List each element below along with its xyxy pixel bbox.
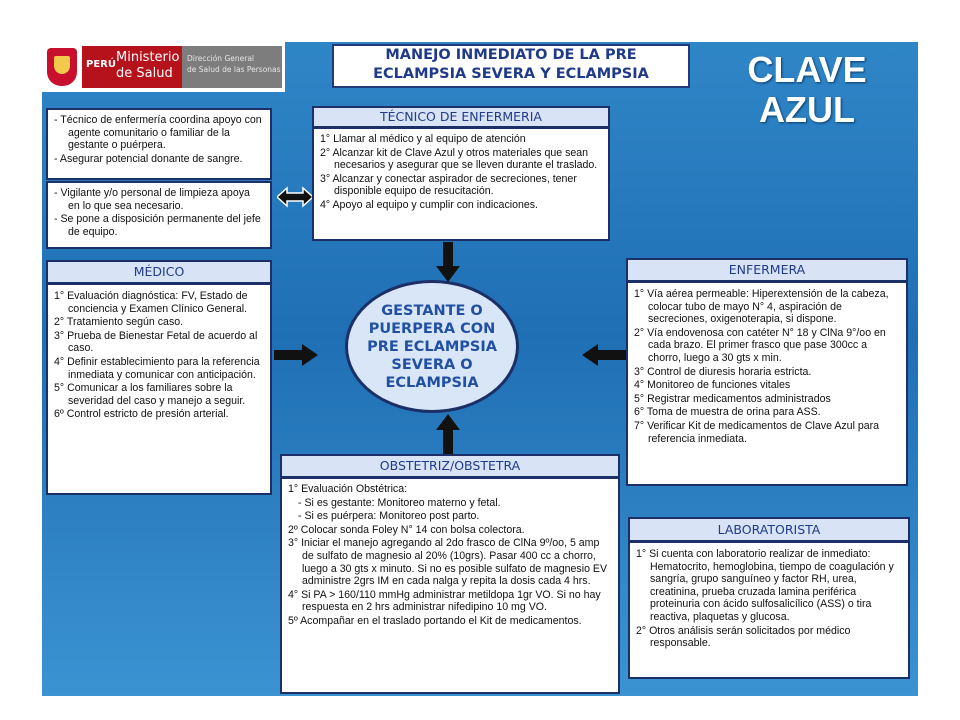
- enfermera-box: [626, 281, 908, 486]
- list-item: 7° Verificar Kit de medicamentos de Clave Azul para referencia inmediata.: [634, 419, 880, 445]
- center-line: ECLAMPSIA: [385, 374, 479, 391]
- medico-list: [54, 290, 264, 421]
- center-patient-node: [345, 280, 519, 413]
- list-item: 1° Si cuenta con laboratorio realizar de inmediato: Hematocrito, hemoglobina, tiempo de coagulación y sangría, grupo sanguíneo y factor RH, urea, creatinina, prueba cruzada lamina periférica proteinuria con ácido sulfosalicílico (ASS) o tira reactiva, plaquetas y glucosa.: [636, 548, 894, 623]
- ministerio-line-2: de Salud: [116, 66, 173, 81]
- obstetriz-title: OBSTETRIZ/OBSTETRA: [280, 454, 620, 478]
- obstetriz-list: [288, 483, 612, 628]
- arrow-up-icon: [436, 414, 460, 454]
- list-item: - Se pone a disposición permanente del jefe de equipo.: [54, 213, 261, 238]
- direccion-line-1: Dirección General: [187, 54, 255, 63]
- list-item: 1° Vía aérea permeable: Hiperextensión de la cabeza, colocar tubo de mayo N° 4, aspiración de secreciones, oxigenoterapia, si dispone.: [634, 288, 889, 326]
- center-line: PRE ECLAMPSIA: [367, 338, 497, 355]
- medico-box: [46, 283, 272, 495]
- list-item: 2° Otros análisis serán solicitados por médico responsable.: [636, 624, 851, 650]
- support-staff-note-box: [46, 108, 272, 180]
- tecnico-list: [320, 133, 602, 212]
- list-item: 4° Si PA > 160/110 mmHg administrar metildopa 1gr VO. Si no hay respuesta en 2 hrs administrar nifedipino 10 mg VO.: [288, 588, 601, 614]
- center-line: SEVERA O: [391, 356, 473, 373]
- arrow-left-icon: [582, 344, 626, 366]
- list-item: - Si es gestante: Monitoreo materno y fetal.: [298, 496, 501, 509]
- enfermera-title: ENFERMERA: [626, 258, 908, 282]
- list-item: - Asegurar potencial donante de sangre.: [54, 152, 243, 165]
- page-title: [332, 44, 690, 88]
- direccion-grey-block: [182, 46, 282, 88]
- enfermera-list: [634, 288, 900, 445]
- double-arrow-icon: [277, 186, 313, 208]
- list-item: 1° Evaluación diagnóstica: FV, Estado de conciencia y Examen Clínico General.: [54, 290, 248, 315]
- list-item: 5° Comunicar a los familiares sobre la severidad del caso y manejo a seguir.: [54, 382, 246, 407]
- list-item: 3° Iniciar el manejo agregando al 2do frasco de ClNa 9º/oo, 5 amp de sulfato de magnesio al 20% (10grs). Pasar 400 cc a chorro, luego a 30 gts x minuto. Si no es posible sulfato de magnesio EV administre 2grs IM en cada nalga y repita la dosis cada 4 hrs.: [288, 537, 608, 588]
- medico-title: MÉDICO: [46, 260, 272, 284]
- clave-azul-label: [732, 50, 882, 130]
- list-item: 3° Control de diuresis horaria estricta.: [634, 365, 812, 378]
- laboratorista-title: LABORATORISTA: [628, 517, 910, 542]
- list-item: 5º Acompañar en el traslado portando el Kit de medicamentos.: [288, 614, 582, 627]
- list-item: - Técnico de enfermería coordina apoyo con agente comunitario o familiar de la gestante o puérpera.: [54, 114, 262, 152]
- list-item: - Si es puérpera: Monitoreo post parto.: [298, 510, 480, 523]
- tecnico-title: TÉCNICO DE ENFERMERIA: [312, 106, 610, 128]
- list-item: 4° Monitoreo de funciones vitales: [634, 379, 791, 392]
- list-item: 1° Evaluación Obstétrica:: [288, 483, 408, 495]
- clave-line-2: AZUL: [759, 89, 855, 130]
- clave-line-1: CLAVE: [747, 49, 867, 90]
- slide-background: [42, 42, 918, 696]
- arrow-down-icon: [436, 242, 460, 282]
- list-item: 3° Prueba de Bienestar Fetal de acuerdo al caso.: [54, 329, 258, 355]
- list-item: 2° Tratamiento según caso.: [54, 316, 184, 329]
- obstetriz-box: [280, 477, 620, 694]
- list-item: 2º Colocar sonda Foley N° 14 con bolsa colectora.: [288, 523, 525, 536]
- laboratorista-list: [636, 548, 902, 650]
- list-item: 5° Registrar medicamentos administrados: [634, 392, 831, 405]
- list-item: 6° Toma de muestra de orina para ASS.: [634, 406, 821, 419]
- ministry-logo-banner: [42, 42, 285, 92]
- center-line: PUERPERA CON: [368, 320, 496, 337]
- list-item: 3° Alcanzar y conectar aspirador de secreciones, tener disponible equipo de resucitación.: [320, 172, 577, 198]
- arrow-right-icon: [274, 344, 318, 366]
- list-item: 6º Control estricto de presión arterial.: [54, 408, 229, 421]
- peru-label: PERÚ: [86, 59, 116, 70]
- list-item: 2° Vía endovenosa con catéter N° 18 y ClNa 9°/oo en cada brazo. El primer frasco que pase 300cc a chorro, luego a 30 gts x min.: [634, 326, 886, 364]
- peru-coat-of-arms-icon: [47, 48, 77, 86]
- list-item: - Vigilante y/o personal de limpieza apoya en lo que sea necesario.: [54, 187, 250, 212]
- center-line: GESTANTE O: [381, 302, 483, 319]
- security-staff-list: [54, 187, 264, 238]
- title-line-1: MANEJO INMEDIATO DE LA PRE: [385, 47, 637, 63]
- list-item: 1° Llamar al médico y al equipo de atención: [320, 133, 526, 145]
- direccion-line-2: de Salud de las Personas: [187, 65, 281, 74]
- list-item: 4° Definir establecimiento para la referencia inmediata y comunicar con anticipación.: [54, 355, 260, 381]
- tecnico-box: [312, 127, 610, 241]
- support-staff-list: [54, 114, 264, 165]
- ministerio-label: [116, 50, 179, 82]
- list-item: 2° Alcanzar kit de Clave Azul y otros materiales que sean necesarios y asegurar que se lleven durante el traslado.: [320, 146, 598, 172]
- direccion-label: [187, 53, 281, 75]
- list-item: 4° Apoyo al equipo y cumplir con indicaciones.: [320, 198, 539, 211]
- security-staff-note-box: [46, 181, 272, 249]
- ministerio-line-1: Ministerio: [116, 50, 180, 65]
- title-line-2: ECLAMPSIA SEVERA Y ECLAMPSIA: [373, 66, 649, 82]
- laboratorista-box: [628, 541, 910, 679]
